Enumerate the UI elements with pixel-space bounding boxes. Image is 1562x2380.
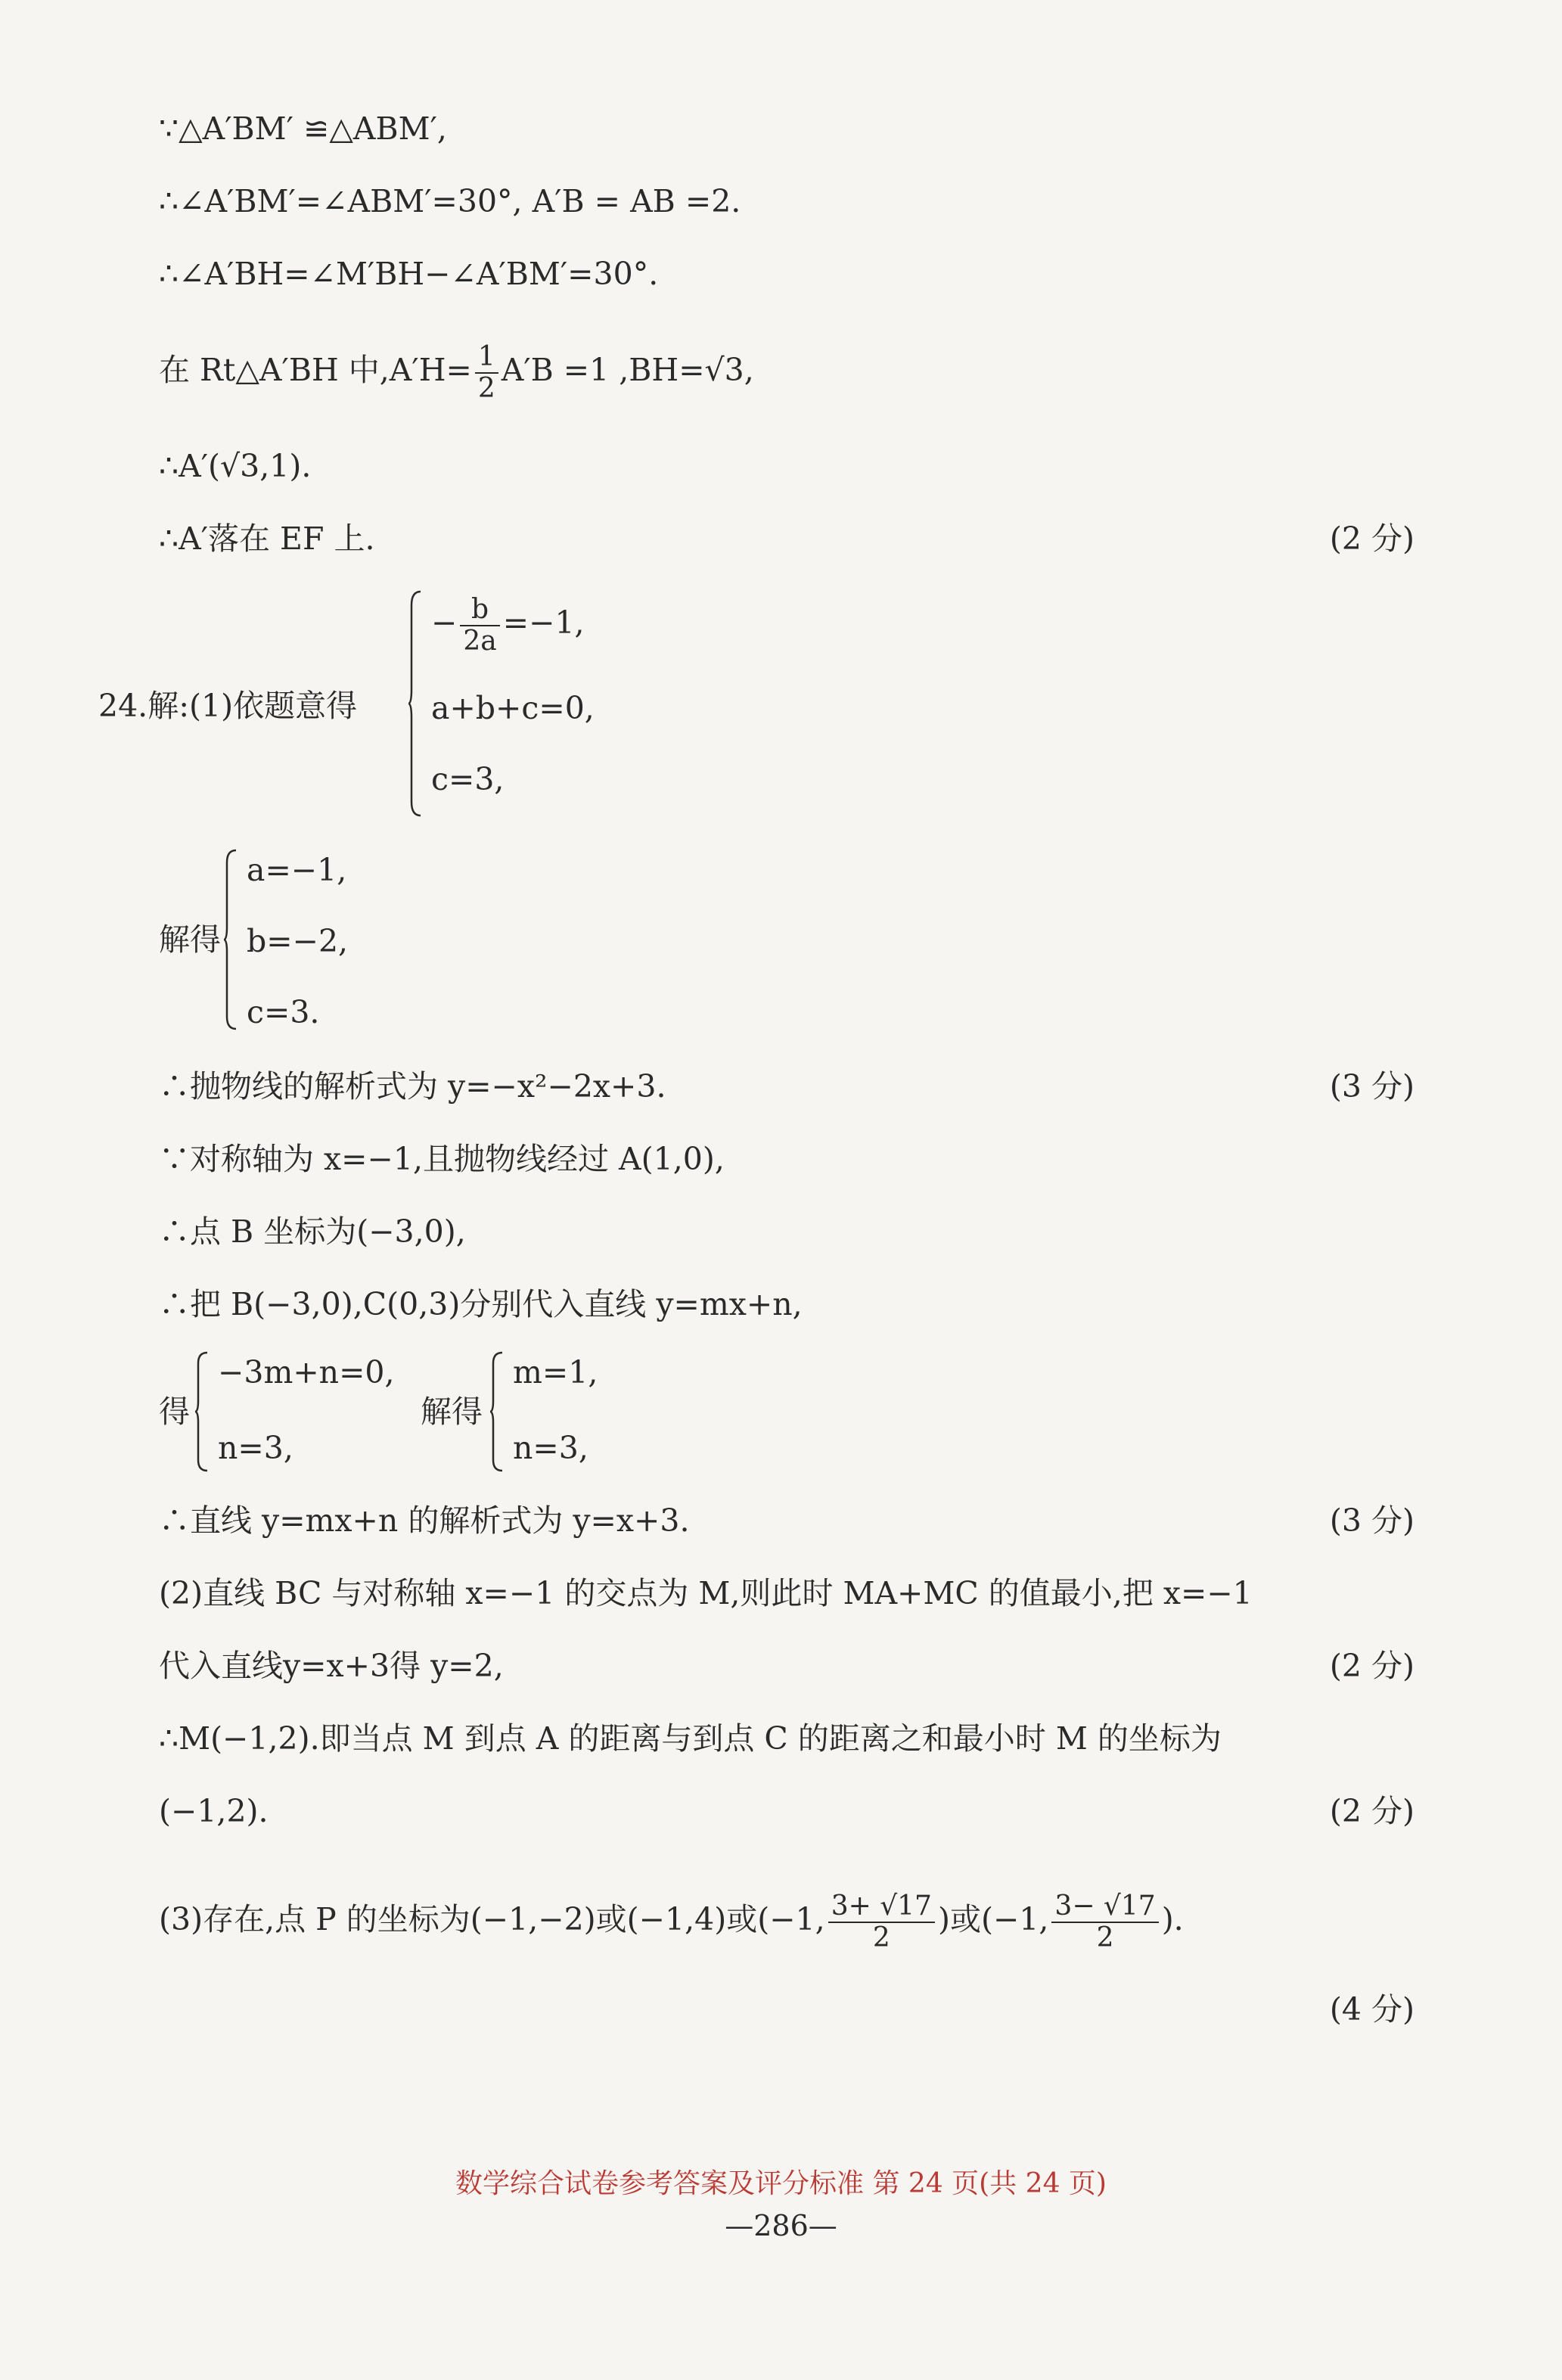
part-2-line-1: (2)直线 BC 与对称轴 x=−1 的交点为 M,则此时 MA+MC 的值最小,把 x=−1 [159,1575,1253,1611]
system-1-row-1 [431,595,585,656]
solution-row-c: c=3. [247,994,320,1030]
angle-equality-line: ∴∠A′BM′=∠ABM′=30°, A′B = AB =2. [159,183,741,219]
left-brace-icon [224,849,238,1030]
solve-label-2: 解得 [421,1394,483,1430]
fraction-denominator: 2 [1096,1922,1114,1953]
point-a-prime-line: ∴A′(√3,1). [159,448,312,484]
left-brace-icon [408,590,422,817]
part-3-line [159,1891,1184,1953]
solution-row-n: n=3, [513,1430,588,1466]
system-2-row-2: n=3, [218,1430,293,1466]
angle-difference-line: ∴∠A′BH=∠M′BH−∠A′BM′=30°. [159,256,659,292]
line-expression-line: ∴直线 y=mx+n 的解析式为 y=x+3. [159,1502,690,1539]
symmetry-axis-line: ∵对称轴为 x=−1,且抛物线经过 A(1,0), [159,1141,725,1177]
footer-title: 数学综合试卷参考答案及评分标准 第 24 页(共 24 页) [455,2168,1107,2199]
system-1-row-3: c=3, [431,761,505,797]
score-badge: (2 分) [1329,1648,1414,1684]
part-2-line-2: 代入直线y=x+3得 y=2, [159,1648,504,1684]
fraction-denominator: 2 [872,1922,890,1953]
right-triangle-line [159,342,754,403]
congruence-line: ∵△A′BM′ ≌△ABM′, [159,110,447,147]
solution-row-m: m=1, [513,1354,598,1390]
obtain-label: 得 [159,1394,190,1430]
fraction-minus-sqrt17 [1051,1891,1158,1953]
solution-row-a: a=−1, [247,852,347,888]
part-2-line-4: (−1,2). [159,1793,269,1829]
fraction-denominator: 2a [463,625,497,657]
fraction-plus-sqrt17 [828,1891,935,1953]
left-brace-icon [490,1351,504,1472]
parabola-expression-line: ∴抛物线的解析式为 y=−x²−2x+3. [159,1068,666,1105]
solution-row-b: b=−2, [247,923,349,959]
score-badge: (2 分) [1329,520,1414,557]
fraction-denominator: 2 [477,372,495,404]
point-b-line: ∴点 B 坐标为(−3,0), [159,1213,466,1250]
right-triangle-text-tail: A′B =1 ,BH=√3, [501,352,754,389]
left-brace-icon [195,1351,209,1472]
b-over-2a-fraction [460,595,499,656]
part-3-text-end: ). [1161,1901,1184,1938]
fraction-numerator: b [460,595,499,626]
system-2-row-1: −3m+n=0, [218,1354,395,1390]
score-badge: (2 分) [1329,1793,1414,1829]
fraction-numerator: 1 [475,342,498,374]
question-24-label: 24.解:(1)依题意得 [98,688,358,724]
score-badge: (3 分) [1329,1068,1414,1105]
fraction-numerator: 3+ √17 [828,1891,935,1923]
score-badge: (4 分) [1329,1991,1414,2027]
system-1-row-2: a+b+c=0, [431,690,595,726]
page-number: —286— [725,2209,837,2242]
fraction-numerator: 3− √17 [1051,1891,1158,1923]
part-2-line-3: ∴M(−1,2).即当点 M 到点 A 的距离与到点 C 的距离之和最小时 M 的坐标为 [159,1720,1222,1757]
solve-label: 解得 [159,921,221,958]
half-fraction [475,342,498,403]
part-3-text: (3)存在,点 P 的坐标为(−1,−2)或(−1,4)或(−1, [159,1901,825,1938]
score-badge: (3 分) [1329,1502,1414,1539]
part-3-text-mid: )或(−1, [937,1901,1049,1938]
equation-system-2 [195,1351,422,1472]
on-ef-line: ∴A′落在 EF 上. [159,520,375,557]
solution-system-2 [490,1351,641,1472]
equals-minus-one: =−1, [502,604,585,642]
minus-sign: − [431,604,458,642]
solution-system-1 [224,849,421,1030]
equation-system-1 [408,590,696,817]
right-triangle-text: 在 Rt△A′BH 中,A′H= [159,352,472,389]
substitute-line: ∴把 B(−3,0),C(0,3)分别代入直线 y=mx+n, [159,1286,803,1322]
